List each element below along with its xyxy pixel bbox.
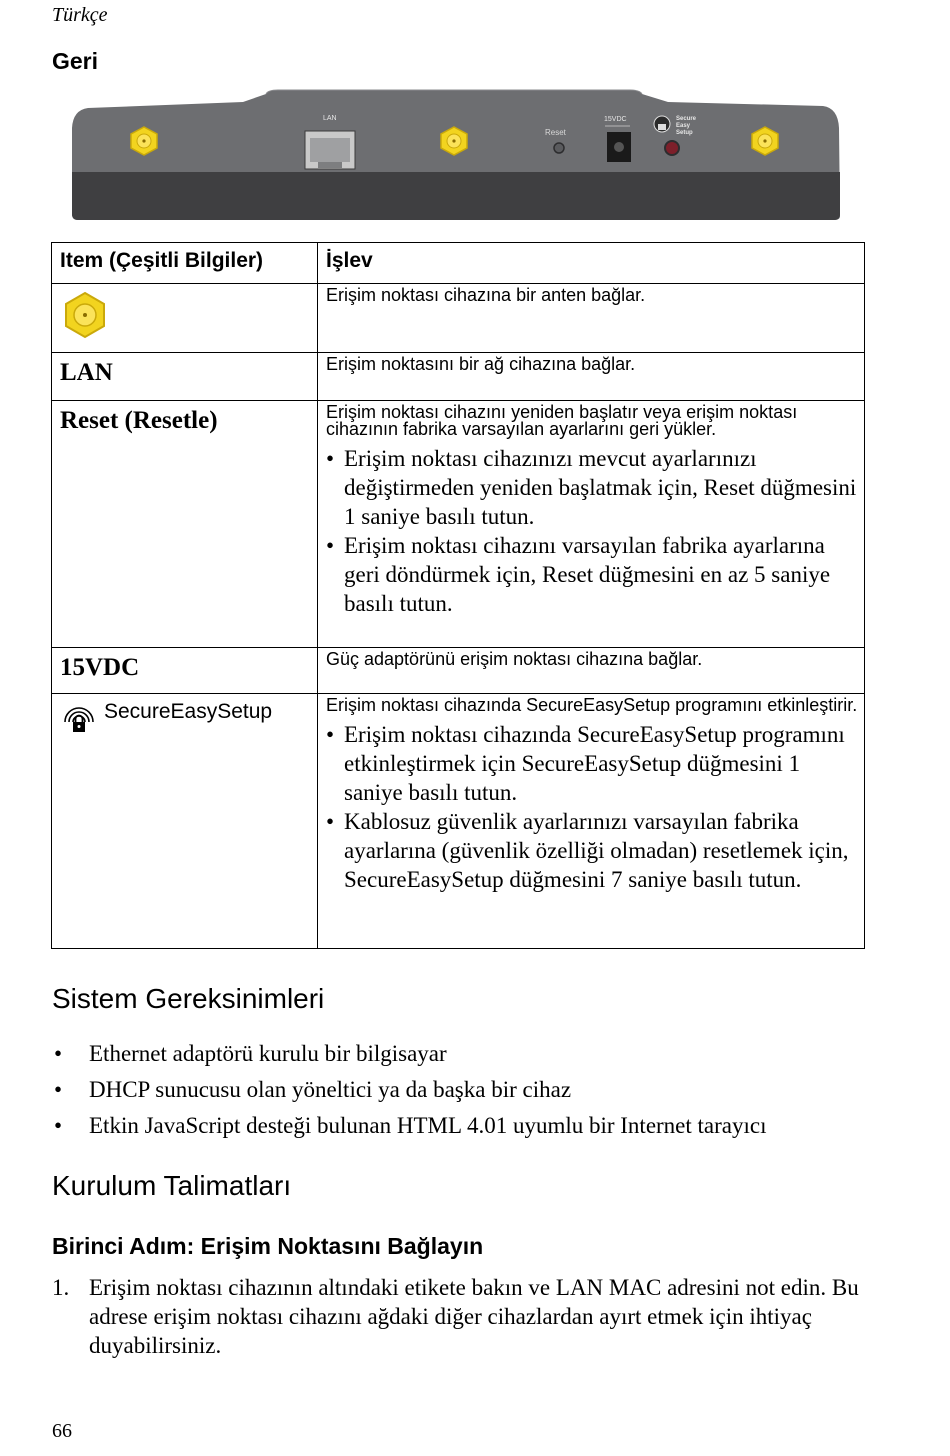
table-row [52, 353, 865, 401]
step-number: 1. [52, 1275, 70, 1300]
table-cell-desc: Erişim noktası cihazını yeniden başlatır veya erişim noktası cihazının fabrika varsayılan ayarlarını geri yükler. [326, 402, 798, 439]
header-item: Item (Çeşitli Bilgiler) [52, 243, 318, 284]
steps-list [52, 1273, 872, 1360]
heading-installation: Kurulum Talimatları [52, 1170, 292, 1201]
svg-text:Setup: Setup [676, 130, 693, 136]
header-function: İşlev [318, 243, 865, 284]
table-row [52, 401, 865, 648]
list-item: • Erişim noktası cihazınızı mevcut ayarlarınızı değiştirmeden yeniden başlatmak için, Reset düğmesini 1 saniye basılı tutun. [326, 444, 858, 531]
language-label: Türkçe [52, 4, 108, 26]
page-number: 66 [52, 1420, 72, 1442]
antenna-connector-icon [60, 290, 110, 340]
requirements-list [52, 1036, 767, 1144]
svg-text:Secure: Secure [676, 116, 697, 122]
lan-port-label: LAN [323, 115, 337, 122]
step-text: Erişim noktası cihazının altındaki etikete bakın ve LAN MAC adresini not edin. Bu adrese erişim noktası cihazını ağdaki diğer cihazlardan ayırt etmek için ihtiyaç duyabilirsiniz. [89, 1275, 859, 1358]
bullet-list [326, 720, 858, 894]
secure-easy-setup-lock-icon [60, 700, 98, 738]
power-port-label: 15VDC [604, 116, 627, 123]
table-cell-item: Reset (Resetle) [52, 401, 318, 648]
bullet-list [326, 444, 858, 618]
table-row [52, 694, 865, 949]
heading-system-requirements: Sistem Gereksinimleri [52, 983, 325, 1014]
antenna-connector-right [752, 127, 778, 155]
table-header-row [52, 243, 865, 284]
list-item: • Etkin JavaScript desteği bulunan HTML 4.01 uyumlu bir Internet tarayıcı [52, 1108, 767, 1144]
table-row [52, 284, 865, 353]
table-cell-item: LAN [52, 353, 318, 401]
table-cell-desc: Güç adaptörünü erişim noktası cihazına bağlar. [318, 648, 865, 694]
antenna-connector-left [131, 127, 157, 155]
device-rear-panel-illustration [68, 88, 844, 222]
reset-port-label: Reset [545, 128, 566, 137]
table-row [52, 648, 865, 694]
svg-text:Easy: Easy [676, 123, 691, 129]
antenna-connector-center [441, 127, 467, 155]
table-cell-desc: Erişim noktası cihazında SecureEasySetup programını etkinleştirir. [326, 695, 858, 715]
table-cell-item: SecureEasySetup [104, 700, 273, 723]
list-item: • DHCP sunucusu olan yöneltici ya da başka bir cihaz [52, 1072, 767, 1108]
table-cell-item: 15VDC [52, 648, 318, 694]
heading-step-one: Birinci Adım: Erişim Noktasını Bağlayın [52, 1233, 484, 1259]
list-item: • Ethernet adaptörü kurulu bir bilgisayar [52, 1036, 767, 1072]
section-title-back: Geri [52, 48, 99, 74]
item-function-table [51, 242, 865, 949]
list-item: • Erişim noktası cihazında SecureEasySetup programını etkinleştirmek için SecureEasySetup düğmesini 1 saniye basılı tutun. [326, 720, 858, 807]
list-item: • Kablosuz güvenlik ayarlarınızı varsayılan fabrika ayarlarına (güvenlik özelliği olmadan) resetlemek için, SecureEasySetup düğmesini 7 saniye basılı tutun. [326, 807, 858, 894]
list-item [52, 1273, 872, 1360]
table-cell-desc: Erişim noktasını bir ağ cihazına bağlar. [318, 353, 865, 401]
device-base [72, 172, 840, 220]
list-item: • Erişim noktası cihazını varsayılan fabrika ayarlarına geri döndürmek için, Reset düğmesini en az 5 saniye basılı tutun. [326, 531, 858, 618]
table-cell-desc: Erişim noktası cihazına bir anten bağlar. [318, 284, 865, 353]
